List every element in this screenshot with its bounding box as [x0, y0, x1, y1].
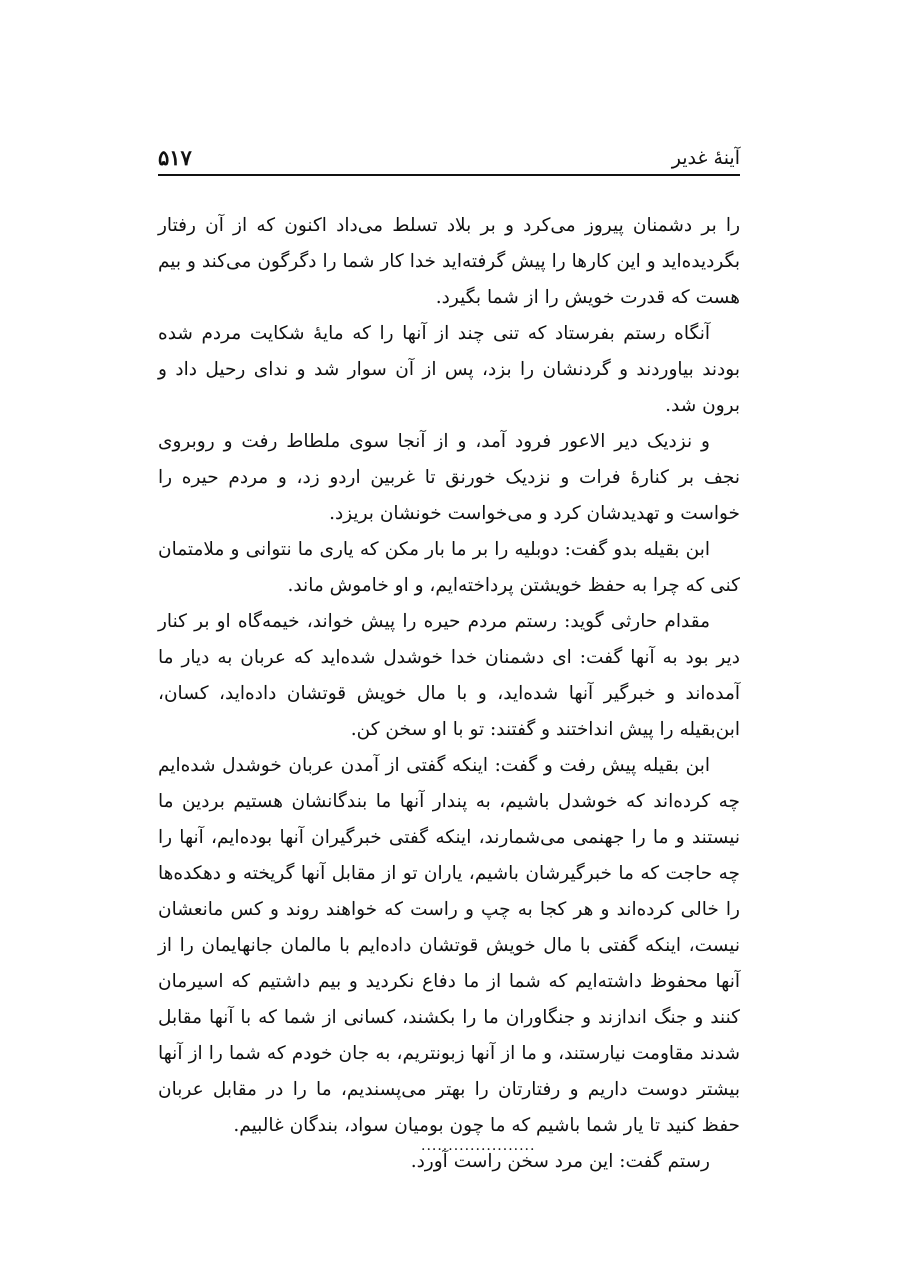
page-number: ۵۱۷	[158, 145, 192, 170]
paragraph-2: آنگاه رستم بفرستاد که تنی چند از آنها را که مایهٔ شکایت مردم شده بودند بیاوردند و گردنشان را بزد، پس از آن سوار شد و ندای رحیل داد و برون شد.	[158, 323, 740, 416]
paragraph-3: و نزدیک دیر الاعور فرود آمد، و از آنجا سوی ملطاط رفت و روبروی نجف بر کنارهٔ فرات و نزدیک خورنق تا غربین اردو زد، و مردم حیره را خواست و تهدیدشان کرد و می‌خواست خونشان بریزد.	[158, 431, 740, 524]
book-page	[158, 0, 740, 1282]
book-title: آینهٔ غدیر	[671, 147, 740, 169]
paragraph-7: رستم گفت: این مرد سخن راست آورد.	[410, 1151, 710, 1172]
paragraph-4: ابن بقیله بدو گفت: دوبلیه را بر ما بار مکن که یاری ما نتوانی و ملامتمان کنی که چرا به حفظ خویشتن پرداخته‌ایم، و او خاموش ماند.	[158, 539, 740, 596]
running-header	[158, 142, 740, 176]
body-text	[158, 208, 740, 1180]
header-rule	[158, 174, 740, 176]
paragraph-6: ابن بقیله پیش رفت و گفت: اینکه گفتی از آمدن عربان خوشدل شده‌ایم چه کرده‌اند که خوشدل باشیم، به پندار آنها ما بندگانشان هستیم بردین ما نیستند و ما را جهنمی می‌شمارند، اینکه گفتی خبرگیران آنها بوده‌ایم، آنها را چه حاجت که ما خبرگیرشان باشیم، یاران تو از مقابل آنها گریخته و دهکده‌ها را خالی کرده‌اند و هر کجا به چپ و راست که خواهند روند و کس مانعشان نیست، اینکه گفتی با مال خویش قوتشان داده‌ایم با مالمان جانهایمان را از آنها محفوظ داشته‌ایم که شما از ما دفاع نکردید و بیم داشتیم که اسیرمان کنند و جنگ اندازند و جنگاوران ما را بکشند، کسانی از شما که با آنها مقابل شدند مقاومت نیارستند، و ما از آنها زبونتریم، به جان خودم که شما را از آنها بیشتر دوست داریم و رفتارتان را بهتر می‌پسندیم، ما را در مقابل عربان حفظ کنید تا یار شما باشیم که ما چون بومیان سواد، بندگان غالبیم.	[158, 755, 740, 1136]
section-separator: .....................	[421, 1138, 536, 1154]
paragraph-1: را بر دشمنان پیروز می‌کرد و بر بلاد تسلط می‌داد اکنون که از آن رفتار بگردیده‌اید و این کارها را پیش گرفته‌اید خدا کار شما را دگرگون می‌کند و بیم هست که قدرت خویش را از شما بگیرد.	[158, 215, 740, 308]
paragraph-5: مقدام حارثی گوید: رستم مردم حیره را پیش خواند، خیمه‌گاه او بر کنار دیر بود به آنها گفت: ای دشمنان خدا خوشدل شده‌اید که عربان به دیار ما آمده‌اند و خبرگیر آنها شده‌اید، و با مال خویش قوتشان داده‌اید، کسان، ابن‌بقیله را پیش انداختند و گفتند: تو با او سخن کن.	[158, 611, 740, 740]
